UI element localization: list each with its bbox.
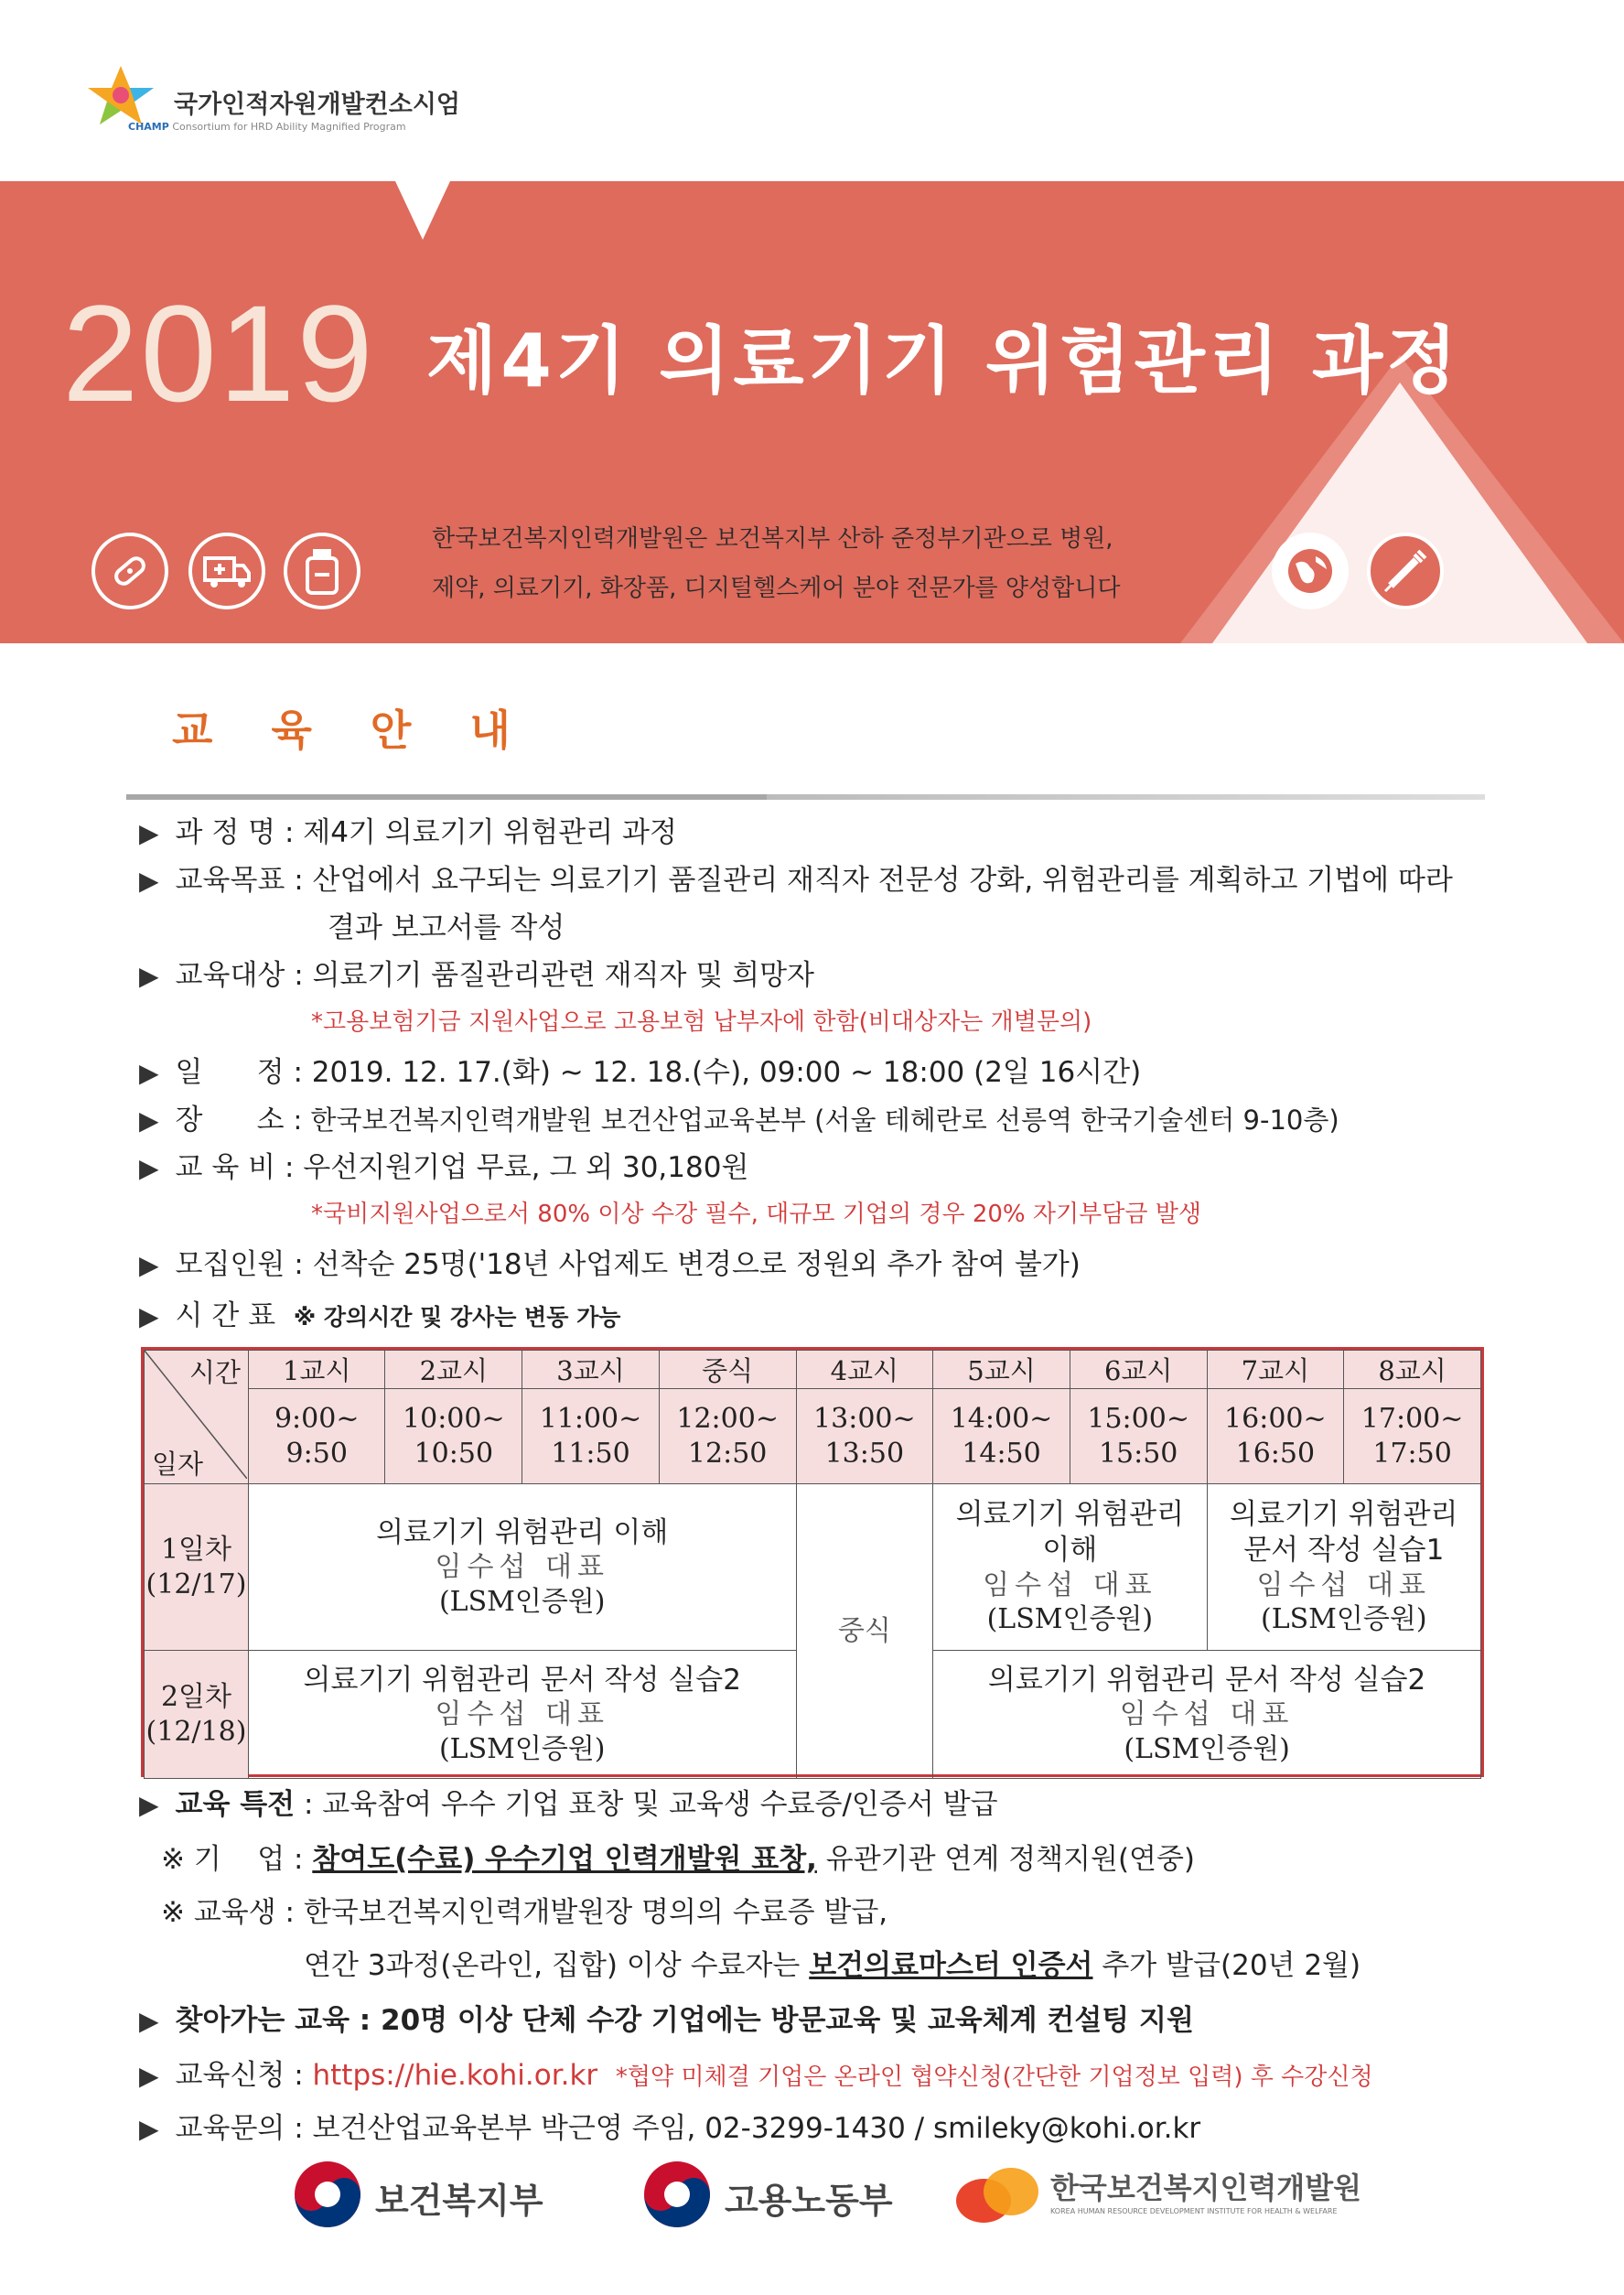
- period-header: 5교시: [933, 1351, 1070, 1389]
- divider: [126, 794, 767, 800]
- bullet-triangle-icon: ▶: [139, 818, 159, 848]
- target-note: *고용보험기금 지원사업으로 고용보험 납부자에 한함(비대상자는 개별문의): [311, 1008, 1092, 1036]
- banner-year: 2019: [62, 276, 375, 430]
- org-kohi-sub: KOREA HUMAN RESOURCE DEVELOPMENT INSTITUTE FOR HEALTH & WELFARE: [1050, 2207, 1338, 2215]
- lecture-d1-b: 의료기기 위험관리 이해 임수섭 대표 (LSM인증원): [933, 1484, 1207, 1651]
- period-header: 3교시: [522, 1351, 660, 1389]
- lecture-d1-a: 의료기기 위험관리 이해 임수섭 대표 (LSM인증원): [248, 1484, 796, 1651]
- period-time: 16:00~ 16:50: [1207, 1389, 1344, 1484]
- table-corner: 시간 일자: [145, 1351, 249, 1484]
- banner-description-2: 제약, 의료기기, 화장품, 디지털헬스케어 분야 전문가를 양성합니다: [432, 575, 1121, 602]
- benefit-student: ※ 교육생 : 한국보건복지인력개발원장 명의의 수료증 발급,: [161, 1896, 888, 1929]
- footer-logos: [0, 2141, 1624, 2242]
- info-fee: ▶ 교 육 비 : 우선지원기업 무료, 그 외 30,180원: [139, 1151, 749, 1184]
- taegeuk-icon: [640, 2158, 714, 2231]
- logo-title: 국가인적자원개발컨소시엄: [174, 91, 460, 119]
- globe-icon: [1272, 533, 1349, 609]
- info-target: ▶ 교육대상 : 의료기기 품질관리관련 재직자 및 희망자: [139, 959, 814, 992]
- info-schedule: ▶ 시 간 표 ※ 강의시간 및 강사는 변동 가능: [139, 1299, 621, 1332]
- bullet-triangle-icon: ▶: [139, 2114, 159, 2144]
- period-header: 8교시: [1344, 1351, 1481, 1389]
- bullet-triangle-icon: ▶: [139, 866, 159, 896]
- bandage-icon: [91, 533, 168, 609]
- bullet-triangle-icon: ▶: [139, 1105, 159, 1136]
- period-header: 7교시: [1207, 1351, 1344, 1389]
- lunch-cell: 중식: [796, 1484, 933, 1779]
- period-time: 12:00~ 12:50: [659, 1389, 796, 1484]
- period-time: 9:00~ 9:50: [248, 1389, 385, 1484]
- org-mohw: 보건복지부: [375, 2181, 543, 2221]
- info-apply: ▶ 교육신청 : https://hie.kohi.or.kr *협약 미체결 기업은 온라인 협약신청(간단한 기업정보 입력) 후 수강신청: [139, 2059, 1373, 2092]
- info-visit: ▶ 찾아가는 교육 : 20명 이상 단체 수강 기업에는 방문교육 및 교육체계 컨설팅 지원: [139, 2004, 1194, 2037]
- period-time: 11:00~ 11:50: [522, 1389, 660, 1484]
- period-header: 2교시: [385, 1351, 522, 1389]
- org-kohi: 한국보건복지인력개발원: [1050, 2171, 1362, 2205]
- apply-link[interactable]: https://hie.kohi.or.kr: [312, 2059, 598, 2092]
- org-moel: 고용노동부: [725, 2181, 893, 2221]
- syringe-icon: [1367, 533, 1444, 609]
- lecture-d2-b: 의료기기 위험관리 문서 작성 실습2 임수섭 대표 (LSM인증원): [933, 1651, 1481, 1779]
- info-course: ▶ 과 정 명 : 제4기 의료기기 위험관리 과정: [139, 816, 677, 849]
- period-header: 중식: [659, 1351, 796, 1389]
- info-recruit: ▶ 모집인원 : 선착순 25명('18년 사업제도 변경으로 정원외 추가 참여 불가): [139, 1248, 1081, 1281]
- logo-subtitle: CHAMP Consortium for HRD Ability Magnified Program: [128, 121, 406, 133]
- bullet-triangle-icon: ▶: [139, 1301, 159, 1331]
- info-benefits: ▶ 교육 특전 : 교육참여 우수 기업 표창 및 교육생 수료증/인증서 발급: [139, 1788, 998, 1821]
- taegeuk-icon: [291, 2158, 364, 2231]
- period-time: 17:00~ 17:50: [1344, 1389, 1481, 1484]
- bullet-triangle-icon: ▶: [139, 1790, 159, 1820]
- info-place: ▶ 장 소 : 한국보건복지인력개발원 보건산업교육본부 (서울 테헤란로 선릉역 한국기술센터 9-10층): [139, 1104, 1339, 1137]
- lecture-d1-c: 의료기기 위험관리 문서 작성 실습1 임수섭 대표 (LSM인증원): [1207, 1484, 1480, 1651]
- info-goal-cont: 결과 보고서를 작성: [328, 911, 565, 944]
- medicine-bottle-icon: [284, 533, 360, 609]
- bullet-triangle-icon: ▶: [139, 1250, 159, 1280]
- lecture-d2-a: 의료기기 위험관리 문서 작성 실습2 임수섭 대표 (LSM인증원): [248, 1651, 796, 1779]
- ambulance-icon: [188, 533, 265, 609]
- info-contact: ▶ 교육문의 : 보건산업교육본부 박근영 주임, 02-3299-1430 / smileky@kohi.or.kr: [139, 2112, 1201, 2145]
- period-time: 10:00~ 10:50: [385, 1389, 522, 1484]
- kohi-logo-icon: [952, 2160, 1043, 2229]
- fee-note: *국비지원사업으로서 80% 이상 수강 필수, 대규모 기업의 경우 20% 자기부담금 발생: [311, 1201, 1201, 1228]
- info-goal: ▶ 교육목표 : 산업에서 요구되는 의료기기 품질관리 재직자 전문성 강화, 위험관리를 계획하고 기법에 따라: [139, 864, 1453, 897]
- bullet-triangle-icon: ▶: [139, 961, 159, 991]
- benefit-company: ※ 기 업 : 참여도(수료) 우수기업 인력개발원 표창, 유관기관 연계 정책지원(연중): [161, 1843, 1196, 1876]
- bullet-triangle-icon: ▶: [139, 1153, 159, 1183]
- period-header: 6교시: [1070, 1351, 1207, 1389]
- day-1-label: 1일차 (12/17): [145, 1484, 249, 1651]
- banner-description-1: 한국보건복지인력개발원은 보건복지부 산하 준정부기관으로 병원,: [432, 525, 1113, 553]
- course-title: 제4기 의료기기 위험관리 과정: [426, 318, 1461, 404]
- period-time: 15:00~ 15:50: [1070, 1389, 1207, 1484]
- bullet-triangle-icon: ▶: [139, 2061, 159, 2091]
- period-time: 14:00~ 14:50: [933, 1389, 1070, 1484]
- period-time: 13:00~ 13:50: [796, 1389, 933, 1484]
- day-2-label: 2일차 (12/18): [145, 1651, 249, 1779]
- schedule-table: [141, 1347, 1484, 1777]
- section-title: 교 육 안 내: [172, 706, 532, 755]
- period-header: 1교시: [248, 1351, 385, 1389]
- benefit-student-cont: 연간 3과정(온라인, 집합) 이상 수료자는 보건의료마스터 인증서 추가 발급(20년 2월): [304, 1949, 1361, 1982]
- period-header: 4교시: [796, 1351, 933, 1389]
- divider: [767, 794, 1485, 800]
- bullet-triangle-icon: ▶: [139, 2006, 159, 2036]
- info-date: ▶ 일 정 : 2019. 12. 17.(화) ~ 12. 18.(수), 09:00 ~ 18:00 (2일 16시간): [139, 1056, 1142, 1089]
- bullet-triangle-icon: ▶: [139, 1058, 159, 1088]
